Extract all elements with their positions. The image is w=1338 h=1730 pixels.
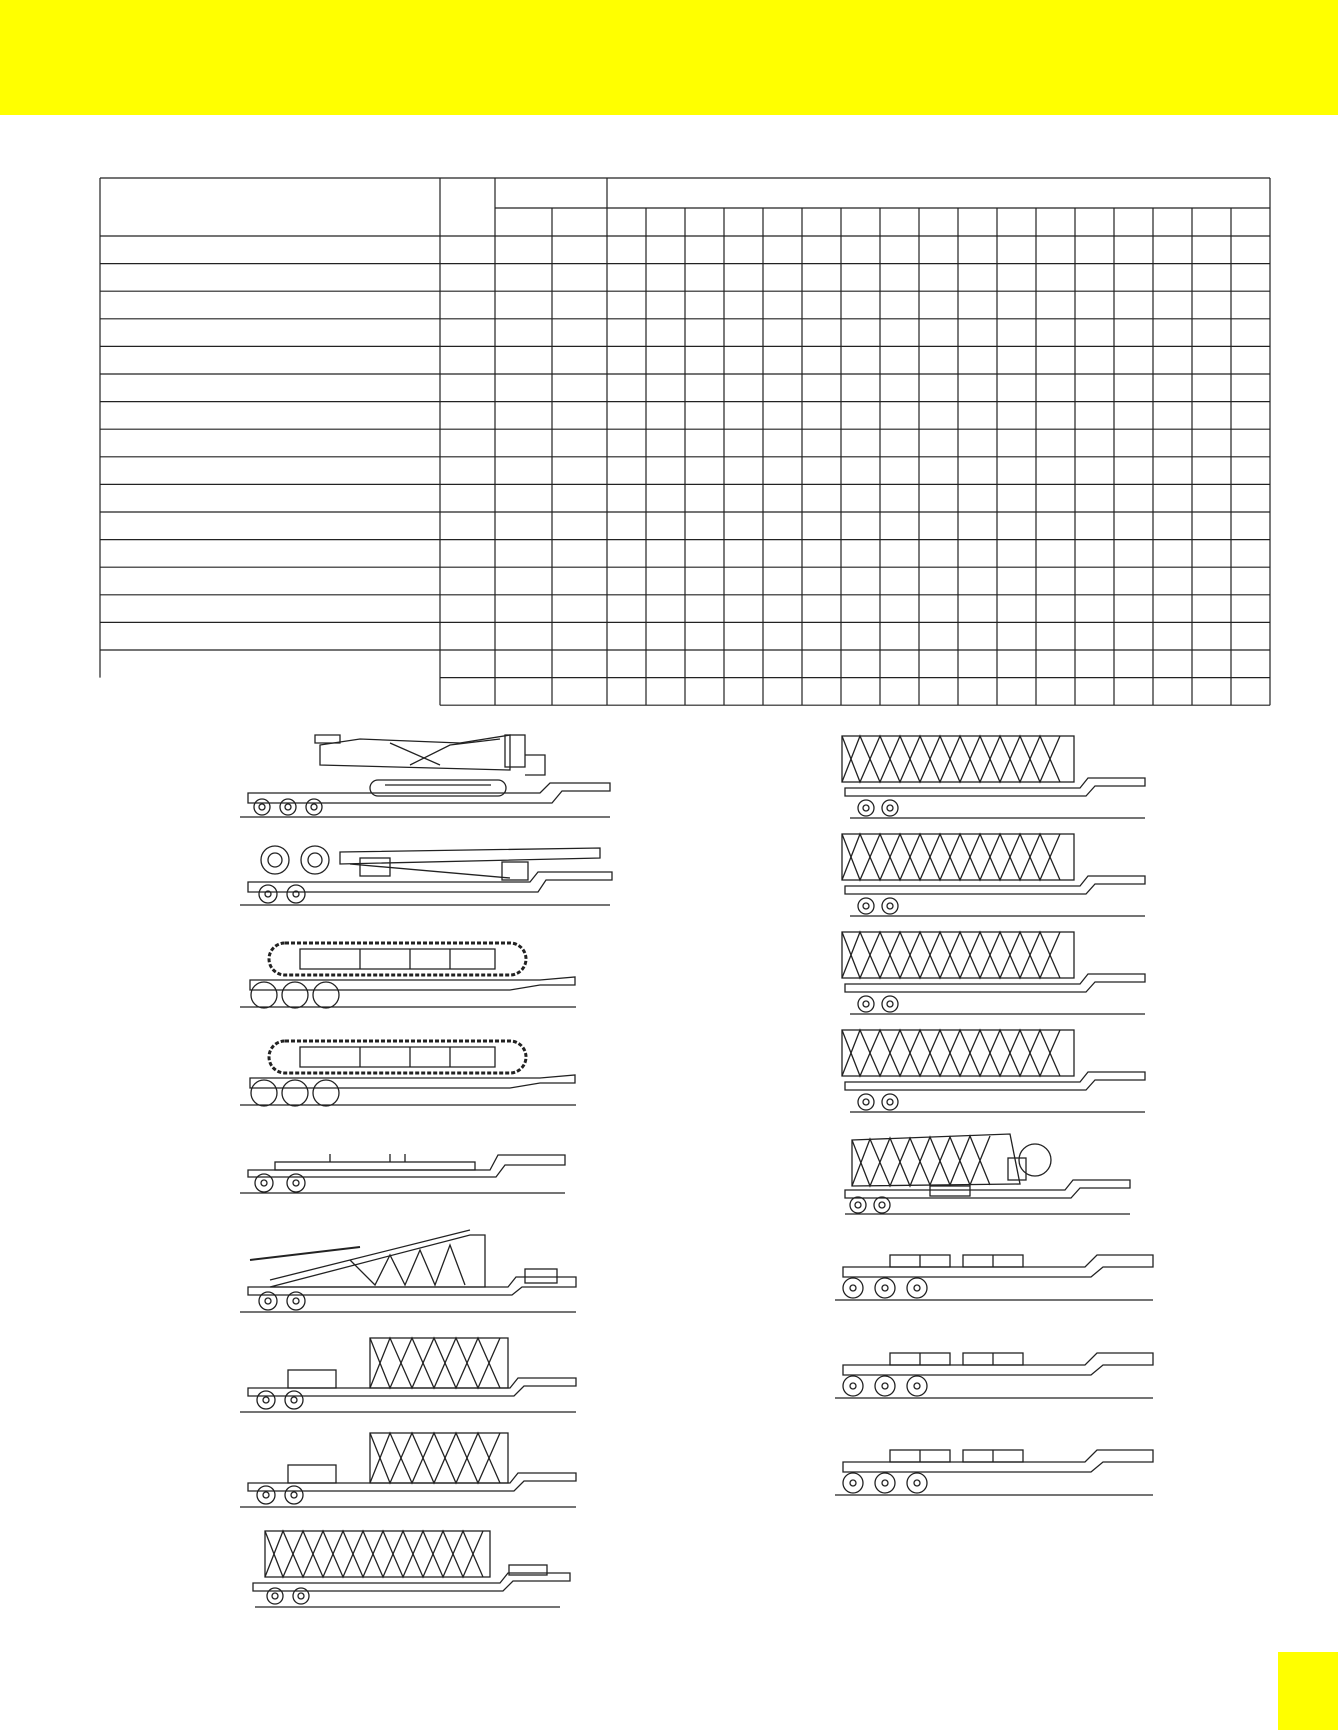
transport-drawing-lattice-3 — [830, 926, 1160, 1016]
transport-drawing-lattice-2 — [830, 828, 1160, 918]
transport-drawing-long-lattice — [245, 1525, 575, 1610]
transport-drawing-plates — [240, 1145, 580, 1195]
transport-drawing-lattice-4 — [830, 1024, 1160, 1114]
transport-drawing-insert-box-2 — [240, 1425, 580, 1510]
transport-drawing-counterweights-1 — [835, 1245, 1165, 1305]
transport-drawing-counterweights-3 — [835, 1440, 1165, 1500]
transport-drawing-boom-top — [830, 1128, 1160, 1218]
transport-drawing-insert-box-1 — [240, 1330, 580, 1415]
transport-drawing-boom-butt — [240, 1225, 580, 1315]
corner-tab — [1278, 1652, 1338, 1730]
transport-drawing-crawler-1 — [240, 935, 600, 1010]
transport-drawing-crane-base — [240, 725, 620, 820]
transport-drawing-crawler-2 — [240, 1033, 600, 1108]
transport-drawing-winches — [240, 840, 620, 910]
transport-drawing-lattice-1 — [830, 730, 1160, 820]
transport-drawing-counterweights-2 — [835, 1343, 1165, 1403]
transport-table — [0, 0, 1338, 720]
